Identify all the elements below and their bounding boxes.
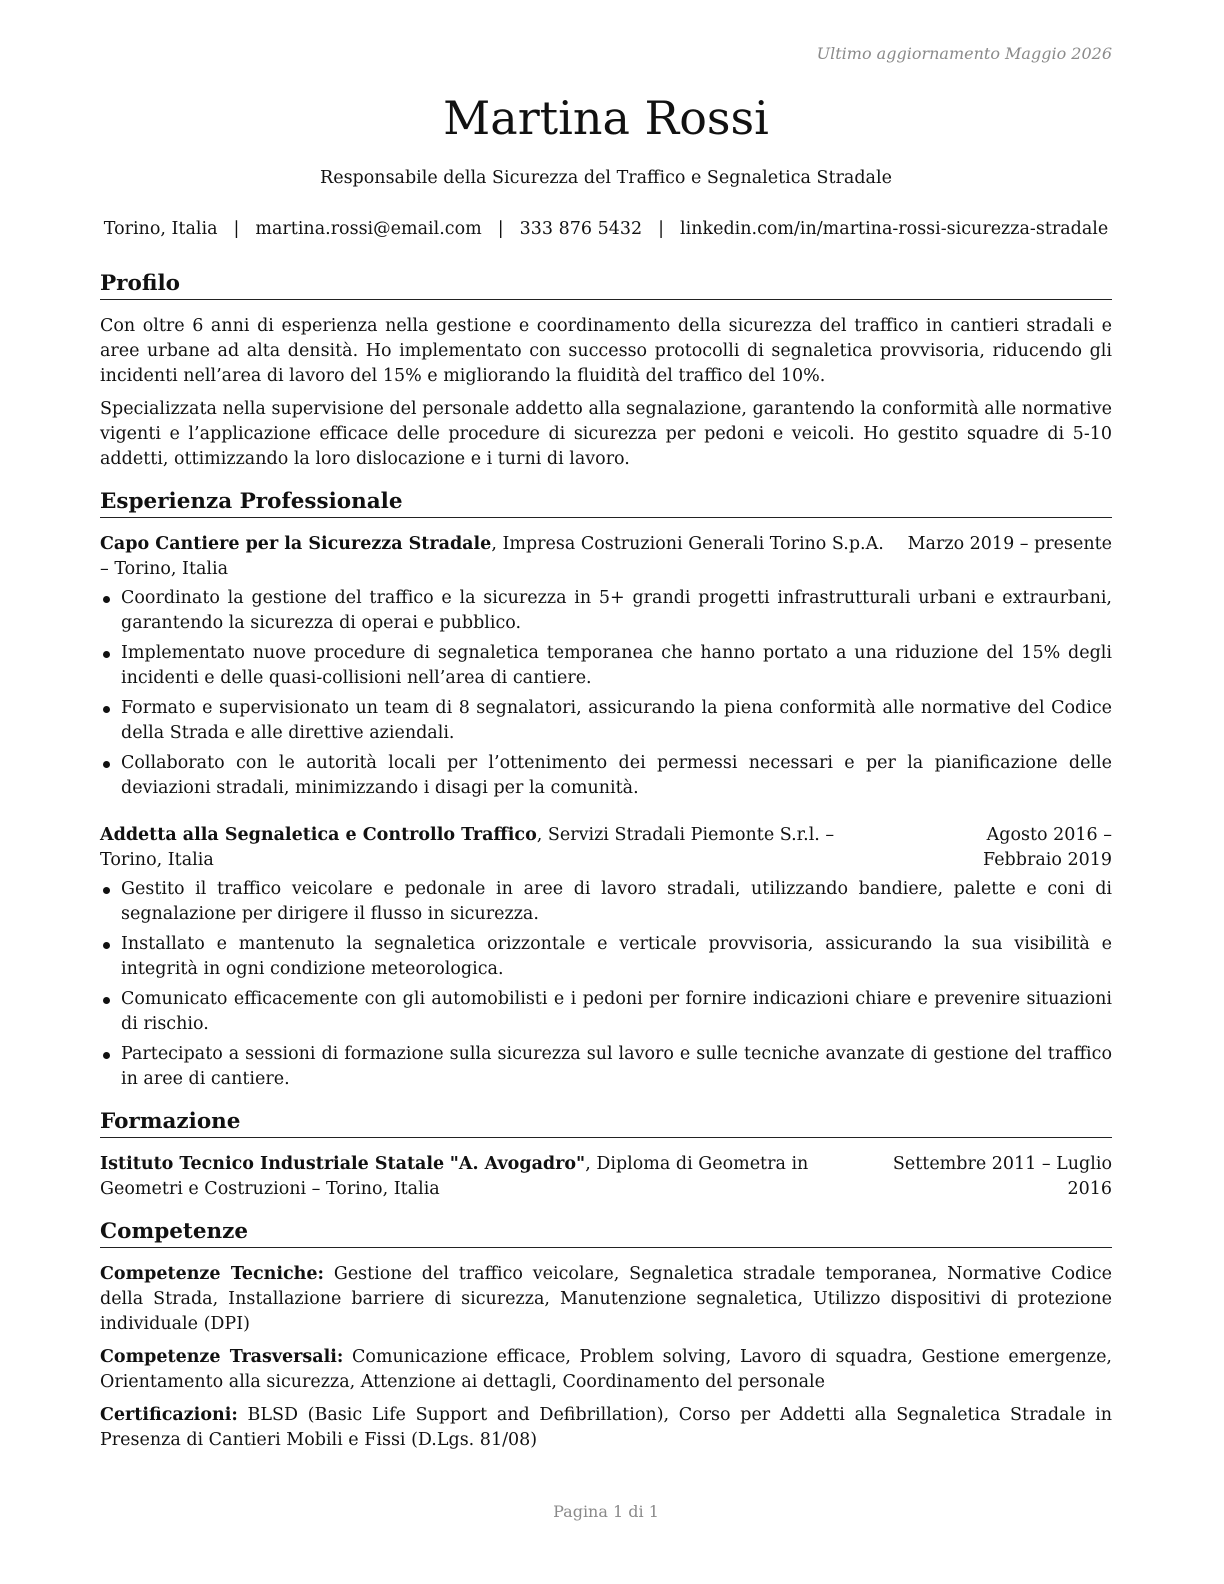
- bullet-icon: [103, 942, 110, 949]
- bullet-icon: [103, 997, 110, 1004]
- bullet-icon: [103, 706, 110, 713]
- skills-text: Gestione del traffico veicolare, Segnaletica stradale temporanea, Normative Codice della Strada, Installazione barriere di sicurezza, Manutenzione segnaletica, Utilizzo dispositivi di protezione individuale (DPI): [100, 1264, 1112, 1334]
- education-section: [100, 1108, 1112, 1202]
- list-item: [100, 1042, 1112, 1092]
- skills-label: Competenze Tecniche:: [100, 1264, 325, 1284]
- resume-content: [100, 270, 1112, 1469]
- candidate-title: Responsabile della Sicurezza del Traffico e Segnaletica Stradale: [320, 168, 892, 188]
- last-updated: Ultimo aggiornamento Maggio 2026: [816, 44, 1112, 63]
- skills-text: BLSD (Basic Life Support and Defibrillation), Corso per Addetti alla Segnaletica Stradale in Presenza di Cantieri Mobili e Fissi (D.Lgs. 81/08): [100, 1405, 1112, 1450]
- bullet-text: Partecipato a sessioni di formazione sulla sicurezza sul lavoro e sulle tecniche avanzate di gestione del traffico in aree di cantiere.: [121, 1044, 1112, 1089]
- page-number: Pagina 1 di 1: [553, 1502, 659, 1521]
- bullet-icon: [103, 761, 110, 768]
- bullet-text: Formato e supervisionato un team di 8 segnalatori, assicurando la piena conformità alle normative del Codice della Strada e alle direttive aziendali.: [121, 698, 1112, 743]
- job-company: , Servizi Stradali Piemonte S.r.l. – Torino, Italia: [100, 825, 835, 870]
- school-name-quoted: "A. Avogadro": [449, 1154, 586, 1174]
- contact-separator: |: [233, 219, 240, 239]
- bullet-text: Collaborato con le autorità locali per l’ottenimento dei permessi necessari e per la pianificazione delle deviazioni stradali, minimizzando i disagi per la comunità.: [121, 753, 1112, 798]
- experience-section: [100, 488, 1112, 1092]
- bullet-icon: [103, 596, 110, 603]
- candidate-name: Martina Rossi: [443, 91, 769, 145]
- education-detail: , Diploma di Geometra in Geometri e Costruzioni – Torino, Italia: [100, 1154, 809, 1199]
- list-item: [100, 641, 1112, 691]
- profile-section: [100, 270, 1112, 472]
- job-entry: [100, 532, 1112, 801]
- profile-paragraph: Specializzata nella supervisione del personale addetto alla segnalazione, garantendo la conformità alle normative vigenti e l’applicazione efficace delle procedure di sicurezza per pedoni e veicoli. Ho gestito squadre di 5-10 addetti, ottimizzando la loro dislocazione e i turni di lavoro.: [100, 399, 1112, 469]
- list-item: [100, 586, 1112, 636]
- list-item: [100, 987, 1112, 1037]
- section-title-experience: Esperienza Professionale: [100, 488, 1112, 518]
- contact-separator: |: [658, 219, 665, 239]
- contact-separator: |: [497, 219, 504, 239]
- resume-page: [100, 0, 1112, 1584]
- job-header: [100, 823, 1112, 873]
- bullet-text: Gestito il traffico veicolare e pedonale in aree di lavoro stradali, utilizzando bandiere, palette e coni di segnalazione per dirigere il flusso in sicurezza.: [121, 879, 1112, 924]
- job-company: , Impresa Costruzioni Generali Torino S.p.A. – Torino, Italia: [100, 534, 884, 579]
- list-item: [100, 751, 1112, 801]
- job-role: Capo Cantiere per la Sicurezza Stradale: [100, 534, 492, 554]
- contact-email[interactable]: martina.rossi@email.com: [255, 219, 482, 239]
- skills-text: Comunicazione efficace, Problem solving, Lavoro di squadra, Gestione emergenze, Orientamento alla sicurezza, Attenzione ai dettagli, Coordinamento del personale: [100, 1347, 1112, 1392]
- list-item: [100, 696, 1112, 746]
- section-title-profile: Profilo: [100, 270, 1112, 300]
- section-title-skills: Competenze: [100, 1218, 1112, 1248]
- contact-line: [100, 219, 1112, 239]
- bullet-text: Implementato nuove procedure di segnaletica temporanea che hanno portato a una riduzione del 15% degli incidenti e delle quasi-collisioni nell’area di cantiere.: [121, 643, 1112, 688]
- education-title-line: [100, 1152, 892, 1202]
- skills-section: [100, 1218, 1112, 1453]
- profile-paragraph: Con oltre 6 anni di esperienza nella gestione e coordinamento della sicurezza del traffico in cantieri stradali e aree urbane ad alta densità. Ho implementato con successo protocolli di segnaletica provvisoria, riducendo gli incidenti nell’area di lavoro del 15% e migliorando la fluidità del traffico del 10%.: [100, 316, 1112, 386]
- bullet-icon: [103, 651, 110, 658]
- list-item: [100, 932, 1112, 982]
- education-header: [100, 1152, 1112, 1202]
- skills-item: [100, 1262, 1112, 1337]
- contact-phone[interactable]: 333 876 5432: [519, 219, 643, 239]
- job-dates: Marzo 2019 – presente: [907, 534, 1112, 554]
- job-dates: Agosto 2016 – Febbraio 2019: [983, 825, 1112, 870]
- job-bullets: [100, 586, 1112, 801]
- bullet-icon: [103, 1052, 110, 1059]
- job-title-line: [100, 823, 900, 873]
- job-header: [100, 532, 1112, 582]
- job-role: Addetta alla Segnaletica e Controllo Traffico: [100, 825, 537, 845]
- job-entry: [100, 823, 1112, 1092]
- list-item: [100, 877, 1112, 927]
- education-dates: Settembre 2011 – Luglio 2016: [892, 1154, 1112, 1199]
- bullet-text: Installato e mantenuto la segnaletica orizzontale e verticale provvisoria, assicurando la sua visibilità e integrità in ogni condizione meteorologica.: [121, 934, 1112, 979]
- section-title-education: Formazione: [100, 1108, 1112, 1138]
- school-name: Istituto Tecnico Industriale Statale: [100, 1154, 445, 1174]
- skills-item: [100, 1403, 1112, 1453]
- skills-label: Competenze Trasversali:: [100, 1347, 344, 1367]
- contact-location: Torino, Italia: [103, 219, 218, 239]
- bullet-text: Comunicato efficacemente con gli automobilisti e i pedoni per fornire indicazioni chiare e prevenire situazioni di rischio.: [121, 989, 1112, 1034]
- education-entry: [100, 1152, 1112, 1202]
- job-title-line: [100, 532, 890, 582]
- bullet-text: Coordinato la gestione del traffico e la sicurezza in 5+ grandi progetti infrastrutturali urbani e extraurbani, garantendo la sicurezza di operai e pubblico.: [121, 588, 1112, 633]
- bullet-icon: [103, 887, 110, 894]
- skills-item: [100, 1345, 1112, 1395]
- job-bullets: [100, 877, 1112, 1092]
- contact-linkedin[interactable]: linkedin.com/in/martina-rossi-sicurezza-stradale: [680, 219, 1109, 239]
- skills-label: Certificazioni:: [100, 1405, 238, 1425]
